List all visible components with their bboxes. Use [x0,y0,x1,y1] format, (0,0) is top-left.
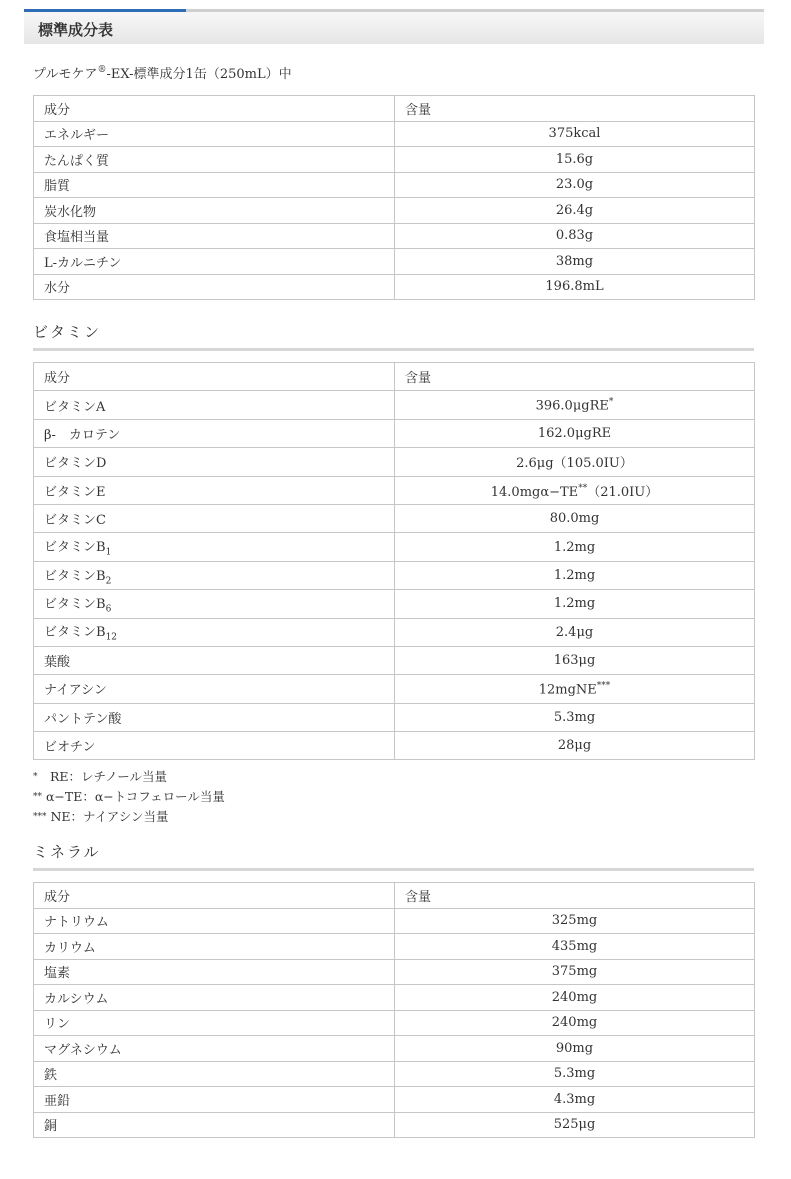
ingredient-amount [395,448,755,476]
table-row [34,561,755,589]
vitamin-table [33,362,755,760]
amount-text: 1.2mg [553,567,596,583]
footnote-mark: * [608,396,614,407]
standard-composition-table [33,95,755,300]
vitamin-subscript: 12 [105,633,118,643]
ingredient-name: エネルギー [34,121,395,147]
amount-text: 162.0μgRE [537,425,612,441]
ingredient-name: リン [34,1010,395,1036]
table-row [34,1112,755,1138]
vitamin-name-text: β- カロテン [44,427,121,443]
ingredient-amount [395,646,755,674]
table-row [34,274,755,300]
ingredient-amount: 5.3mg [395,1061,755,1087]
vitamin-heading: ビタミン [33,321,754,351]
header-ingredient: 成分 [34,363,395,391]
ingredient-name: L-カルニチン [34,249,395,275]
table-row [34,172,755,198]
ingredient-name [34,590,395,618]
table-row [34,147,755,173]
ingredient-name [34,646,395,674]
header-amount: 含量 [395,883,755,909]
ingredient-name [34,504,395,532]
ingredient-amount [395,590,755,618]
ingredient-name [34,419,395,447]
registered-mark: ® [97,64,107,75]
footnotes [33,767,225,827]
vitamin-name-text: ナイアシン [44,683,107,699]
ingredient-name: 塩素 [34,959,395,985]
table-row [34,1087,755,1113]
table-row [34,1010,755,1036]
table-row [34,618,755,646]
ingredient-amount: 240mg [395,1010,755,1036]
ingredient-name [34,732,395,760]
ingredient-amount: 375mg [395,959,755,985]
ingredient-amount [395,476,755,504]
table-header-row [34,883,755,909]
footnote-text: RE：レチノール当量 [37,769,168,784]
amount-text: 396.0μgRE [535,398,609,414]
footnote-marker: ** [33,792,42,802]
header-amount: 含量 [395,363,755,391]
ingredient-name [34,675,395,703]
ingredient-amount [395,419,755,447]
ingredient-amount: 375kcal [395,121,755,147]
footnote-line [33,767,225,787]
vitamin-name-text: 葉酸 [44,655,71,671]
amount-text: 1.2mg [553,596,596,612]
ingredient-amount [395,618,755,646]
ingredient-name [34,476,395,504]
table-row [34,908,755,934]
ingredient-amount [395,533,755,561]
ingredient-amount: 4.3mg [395,1087,755,1113]
ingredient-name: 銅 [34,1112,395,1138]
header-ingredient: 成分 [34,883,395,909]
table-row [34,223,755,249]
footnote-marker: *** [33,812,47,822]
ingredient-name: 食塩相当量 [34,223,395,249]
amount-text: 80.0mg [549,511,600,527]
ingredient-name [34,618,395,646]
table-row [34,985,755,1011]
header-ingredient: 成分 [34,96,395,122]
table-row [34,198,755,224]
vitamin-subscript: 6 [105,604,112,615]
amount-text: 28μg [557,738,592,754]
ingredient-amount: 196.8mL [395,274,755,300]
ingredient-amount [395,675,755,703]
ingredient-amount: 26.4g [395,198,755,224]
vitamin-name-text: ビタミンB [44,597,106,613]
page-title: 標準成分表 [38,21,114,39]
table-row [34,448,755,476]
ingredient-amount: 525μg [395,1112,755,1138]
ingredient-name: 鉄 [34,1061,395,1087]
title-accent-line [24,9,186,12]
table-row [34,419,755,447]
footnote-text: NE：ナイアシン当量 [46,809,169,824]
table-row [34,476,755,504]
amount-text-after: （21.0IU） [587,484,659,500]
table-row [34,1061,755,1087]
table-row [34,249,755,275]
amount-text: 2.6μg（105.0IU） [516,456,633,472]
footnote-mark: ** [578,483,588,494]
ingredient-amount: 38mg [395,249,755,275]
table-row [34,391,755,419]
mineral-table [33,882,755,1138]
table-row [34,504,755,532]
ingredient-name: たんぱく質 [34,147,395,173]
vitamin-subscript: 1 [105,547,112,558]
table-header-row [34,96,755,122]
title-bar [24,9,764,44]
amount-text: 5.3mg [553,709,596,725]
footnote-line [33,787,225,807]
amount-text: 163μg [553,653,596,669]
table-row [34,533,755,561]
ingredient-name: カルシウム [34,985,395,1011]
ingredient-name [34,391,395,419]
vitamin-name-text: ビオチン [44,740,96,756]
ingredient-name: カリウム [34,934,395,960]
ingredient-amount: 325mg [395,908,755,934]
ingredient-amount [395,561,755,589]
subtitle-prefix: プルモケア [33,67,98,82]
ingredient-name: 亜鉛 [34,1087,395,1113]
ingredient-amount: 23.0g [395,172,755,198]
vitamin-name-text: ビタミンE [44,484,106,500]
ingredient-name: 水分 [34,274,395,300]
table-row [34,934,755,960]
table-row [34,1036,755,1062]
vitamin-subscript: 2 [105,576,112,587]
ingredient-amount [395,732,755,760]
vitamin-name-text: ビタミンC [44,513,106,529]
ingredient-amount [395,703,755,731]
product-subtitle [33,63,292,82]
ingredient-name: 脂質 [34,172,395,198]
table-row [34,675,755,703]
table-row [34,703,755,731]
vitamin-name-text: ビタミンD [44,456,107,472]
vitamin-name-text: ビタミンB [44,568,106,584]
vitamin-name-text: ビタミンA [44,399,106,415]
table-row [34,732,755,760]
amount-text: 2.4μg [555,624,594,640]
ingredient-name [34,533,395,561]
footnote-text: α−TE：α−トコフェロール当量 [42,789,225,804]
ingredient-name [34,561,395,589]
ingredient-amount: 0.83g [395,223,755,249]
footnote-mark: *** [596,680,611,691]
footnote-marker: * [33,772,38,782]
vitamin-name-text: ビタミンB [44,625,106,641]
table-header-row [34,363,755,391]
amount-text: 1.2mg [553,539,596,555]
subtitle-suffix: -EX-標準成分1缶（250mL）中 [106,67,292,82]
ingredient-amount: 435mg [395,934,755,960]
ingredient-amount [395,504,755,532]
ingredient-amount [395,391,755,419]
vitamin-name-text: パントテン酸 [44,711,122,727]
table-row [34,646,755,674]
ingredient-name [34,448,395,476]
table-row [34,590,755,618]
ingredient-name: マグネシウム [34,1036,395,1062]
amount-text: 14.0mgα−TE [490,484,579,500]
table-row [34,121,755,147]
ingredient-name [34,703,395,731]
ingredient-amount: 240mg [395,985,755,1011]
amount-text: 12mgNE [538,682,597,698]
ingredient-name: 炭水化物 [34,198,395,224]
mineral-heading: ミネラル [33,841,754,871]
vitamin-name-text: ビタミンB [44,540,106,556]
ingredient-amount: 90mg [395,1036,755,1062]
ingredient-name: ナトリウム [34,908,395,934]
header-amount: 含量 [395,96,755,122]
table-row [34,959,755,985]
ingredient-amount: 15.6g [395,147,755,173]
footnote-line [33,807,225,827]
